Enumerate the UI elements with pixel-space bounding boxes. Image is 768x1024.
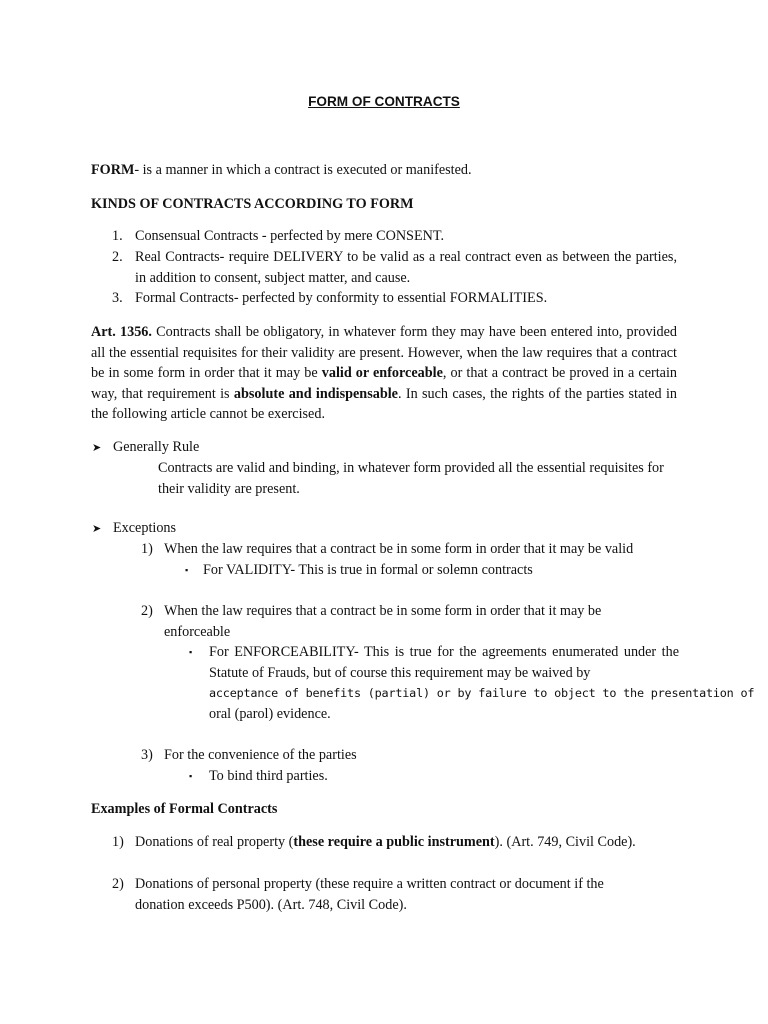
list-number: 3. [112,290,123,306]
exception-text: When the law requires that a contract be in some form in order that it may be enforceable [164,603,602,640]
list-text: Consensual Contracts - perfected by mere CONSENT. [135,228,445,244]
list-text: Real Contracts- require DELIVERY to be valid as a real contract even as between the parties, in addition to consent, subject matter, and cause. [135,249,677,286]
list-number: 2) [141,603,153,619]
list-number: 3) [141,747,153,763]
example-text: Donations of personal property (these require a written contract or document if the donation exceeds P500). (Art. 748, Civil Code). [135,876,604,913]
list-number: 2. [112,249,123,265]
exception-sub: oral (parol) evidence. [209,706,331,722]
list-number: 1) [112,834,124,850]
article-bold: absolute and indispensable [233,385,398,402]
article-paragraph [91,322,677,425]
general-rule-text: Contracts are valid and binding, in whatever form provided all the essential requisites for their validity are present. [158,460,664,497]
list-number: 1. [112,228,123,244]
exception-text: For the convenience of the parties [164,747,357,763]
article-text: , or that a contract be proved in a certain way, that requirement is [91,365,677,402]
exceptions-heading: Exceptions [113,520,177,536]
article-bold: valid or enforceable [321,365,443,381]
exception-text: When the law requires that a contract be in some form in order that it may be valid [164,541,634,557]
list-item [0,226,768,247]
exception-sub: acceptance of benefits (partial) or by failure to object to the presentation of [209,686,755,700]
example-bold: these require a public instrument [293,834,495,850]
list-text: Formal Contracts- perfected by conformity to essential FORMALITIES. [135,290,548,306]
article-text: . In such cases, the rights of the parties stated in the following article cannot be exercised. [91,385,677,422]
square-bullet-icon: ▪ [189,771,193,781]
doc-title: FORM OF CONTRACTS [308,94,460,109]
arrow-bullet-icon: ➤ [92,442,102,454]
example-text-part: ). (Art. 749, Civil Code). [494,834,636,850]
example-text-part: Donations of real property ( [135,834,294,850]
example-text [135,832,680,853]
article-label: Art. 1356. [91,324,152,340]
list-item [0,288,768,309]
kinds-list [0,226,768,309]
square-bullet-icon: ▪ [189,647,193,657]
square-bullet-icon: ▪ [185,565,189,575]
general-rule-heading: Generally Rule [113,439,200,455]
form-text: - is a manner in which a contract is executed or manifested. [134,162,472,178]
kinds-heading: KINDS OF CONTRACTS ACCORDING TO FORM [91,196,414,212]
form-definition [91,160,691,181]
exception-sub: For VALIDITY- This is true in formal or solemn contracts [203,562,533,578]
article-text: Contracts shall be obligatory, in whatever form they may have been entered into, provided all the essential requisites for their validity are present. However, when the law requires that a contract be in some form in order that it may be [91,324,677,381]
exception-sub: For ENFORCEABILITY- This is true for the agreements enumerated under the Statute of Frauds, but of course this requirement may be waived by [209,644,679,681]
form-term: FORM [91,162,135,178]
exception-sub: To bind third parties. [209,768,328,784]
list-item [0,247,768,288]
list-number: 1) [141,541,153,557]
arrow-bullet-icon: ➤ [92,523,102,535]
list-number: 2) [112,876,124,892]
examples-heading: Examples of Formal Contracts [91,801,278,817]
